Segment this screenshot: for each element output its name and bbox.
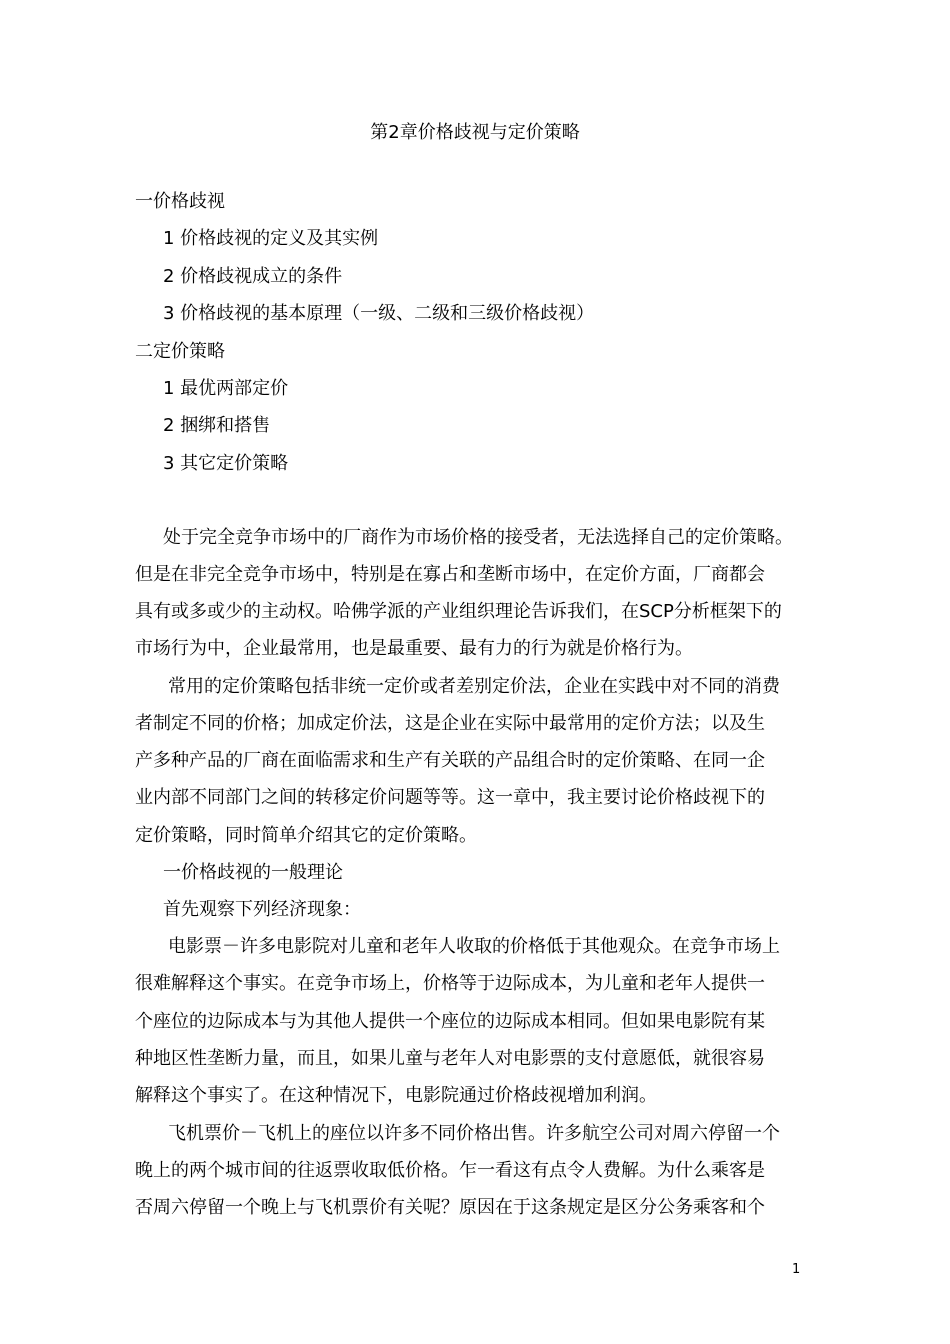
body-line: 市场行为中，企业最常用，也是最重要、最有力的行为就是价格行为。	[135, 638, 693, 659]
outline-item: 1 价格歧视的定义及其实例	[163, 228, 379, 249]
outline-heading-2: 二定价策略	[135, 341, 225, 362]
body-line: 具有或多或少的主动权。哈佛学派的产业组织理论告诉我们，在SCP分析框架下的	[135, 601, 782, 622]
body-line: 产多种产品的厂商在面临需求和生产有关联的产品组合时的定价策略、在同一企	[135, 750, 765, 771]
body-line: 者制定不同的价格；加成定价法，这是企业在实际中最常用的定价方法；以及生	[135, 713, 765, 734]
page-number: 1	[792, 1262, 801, 1277]
outline-item: 2 捆绑和搭售	[163, 415, 271, 436]
page-title: 第2章价格歧视与定价策略	[370, 122, 580, 143]
body-line: 飞机票价－飞机上的座位以许多不同价格出售。许多航空公司对周六停留一个	[168, 1123, 780, 1144]
body-line: 定价策略，同时简单介绍其它的定价策略。	[135, 825, 477, 846]
body-line: 常用的定价策略包括非统一定价或者差别定价法，企业在实践中对不同的消费	[168, 676, 780, 697]
body-line: 电影票－许多电影院对儿童和老年人收取的价格低于其他观众。在竞争市场上	[168, 936, 780, 957]
outline-item: 3 其它定价策略	[163, 453, 289, 474]
outline-item: 3 价格歧视的基本原理（一级、二级和三级价格歧视）	[163, 303, 595, 324]
body-line: 种地区性垄断力量，而且，如果儿童与老年人对电影票的支付意愿低，就很容易	[135, 1048, 765, 1069]
body-line: 处于完全竞争市场中的厂商作为市场价格的接受者，无法选择自己的定价策略。	[163, 527, 793, 548]
body-line: 否周六停留一个晚上与飞机票价有关呢？原因在于这条规定是区分公务乘客和个	[135, 1197, 765, 1218]
body-line: 首先观察下列经济现象：	[163, 899, 361, 920]
outline-item: 1 最优两部定价	[163, 378, 289, 399]
body-line: 个座位的边际成本与为其他人提供一个座位的边际成本相同。但如果电影院有某	[135, 1011, 765, 1032]
outline-item: 2 价格歧视成立的条件	[163, 266, 343, 287]
body-line: 晚上的两个城市间的往返票收取低价格。乍一看这有点令人费解。为什么乘客是	[135, 1160, 765, 1181]
body-line: 很难解释这个事实。在竞争市场上，价格等于边际成本，为儿童和老年人提供一	[135, 973, 765, 994]
body-line: 解释这个事实了。在这种情况下，电影院通过价格歧视增加利润。	[135, 1085, 657, 1106]
section-heading: 一价格歧视的一般理论	[163, 862, 343, 883]
body-line: 但是在非完全竞争市场中，特别是在寡占和垄断市场中，在定价方面，厂商都会	[135, 564, 765, 585]
body-line: 业内部不同部门之间的转移定价问题等等。这一章中，我主要讨论价格歧视下的	[135, 787, 765, 808]
outline-heading-1: 一价格歧视	[135, 191, 225, 212]
